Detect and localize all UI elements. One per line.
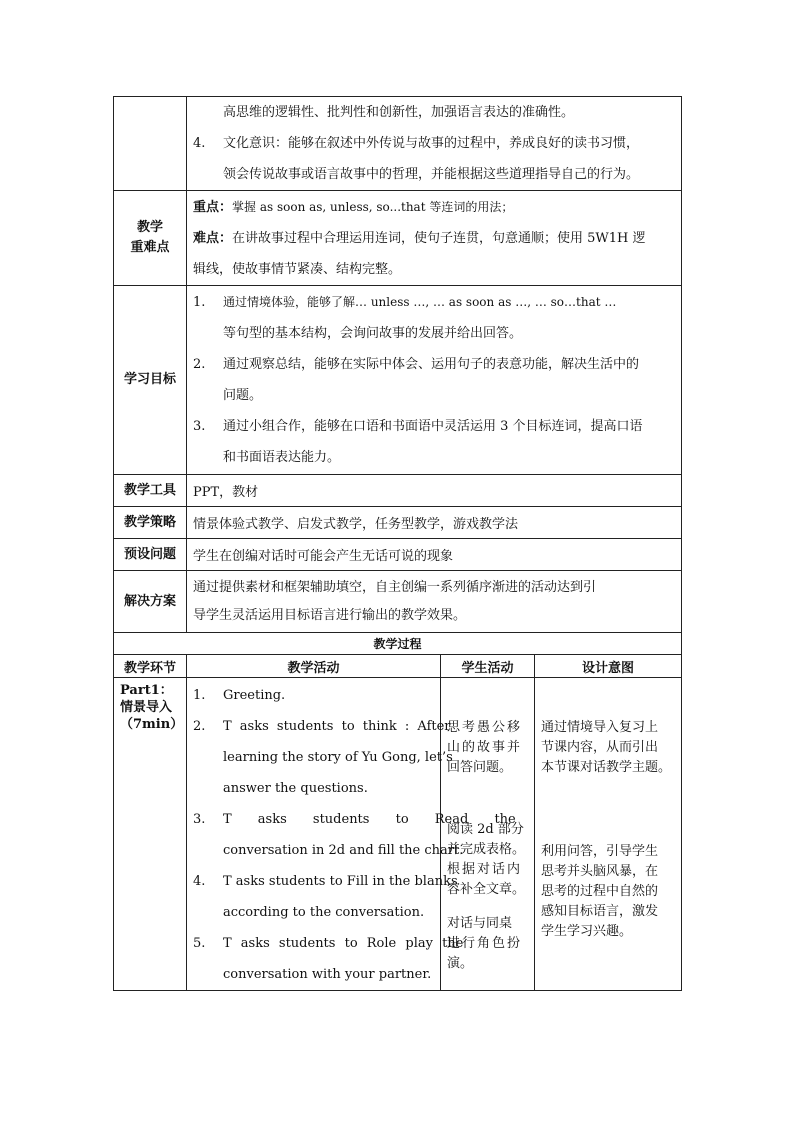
objective-line: 问题。 [223,388,263,403]
part1-label [114,678,187,991]
header-student: 学生活动 [441,655,535,678]
activity-text: according to the conversation. [223,905,425,920]
goal-number: 4. [193,136,206,151]
header-stage: 教学环节 [114,655,187,678]
activity-number: 5. [193,936,206,951]
goals-continued-cell [187,97,682,191]
problem-value: 学生在创编对话时可能会产生无话可说的现象 [187,539,682,571]
student-activity-line: 根据对话内 [447,862,523,877]
strategy-value: 情景体验式教学、启发式教学，任务型教学，游戏教学法 [187,507,682,539]
solution-label: 解决方案 [114,571,187,633]
empty-label-cell [114,97,187,191]
intent-line: 思考的过程中自然的 [541,884,659,899]
problem-row [114,539,682,571]
activity-text: T asks students to Fill in the blanks [223,874,458,889]
process-title: 教学过程 [114,633,682,655]
activity-text: T asks students to think : After [223,719,451,734]
difficulty-tag: 难点： [193,230,233,246]
activity-text: Greeting. [223,688,286,703]
strategy-row [114,507,682,539]
tools-label: 教学工具 [114,475,187,507]
focus-text: 掌握 as soon as, unless, so...that 等连词的用法； [232,199,514,214]
student-activity-line: 演。 [447,956,474,971]
header-intent: 设计意图 [535,655,682,678]
process-header-row [114,655,682,678]
activity-text: T asks students to Role play the [223,936,464,951]
activity-number: 2. [193,719,206,734]
goals-continued-row [114,97,682,191]
activity-number: 1. [193,688,206,703]
key-points-cell [187,191,682,286]
part-label-line: Part1： [120,683,173,698]
intent-line: 感知目标语言，激发 [541,904,659,919]
activity-text: learning the story of Yu Gong, let’s [223,750,453,765]
activity-text: conversation in 2d and fill the chart. [223,843,464,858]
difficulty-text: 辑线，使故事情节紧凑、结构完整。 [193,261,402,277]
label-line: 教学 [136,220,163,235]
tools-value: PPT，教材 [187,475,682,507]
goal-line: 高思维的逻辑性、批判性和创新性，加强语言表达的准确性。 [223,105,575,120]
solution-row [114,571,682,633]
activity-number: 4. [193,874,206,889]
process-title-row [114,633,682,655]
solution-line: 通过提供素材和框架辅助填空，自主创编一系列循序渐进的活动达到引 [193,579,597,595]
intent-line: 利用问答，引导学生 [541,844,659,859]
objective-line: 通过小组合作，能够在口语和书面语中灵活运用 3 个目标连词，提高口语 [223,419,643,434]
student-activity-line: 阅读 2d 部分 [447,822,524,837]
tools-row [114,475,682,507]
intent-line: 通过情境导入复习上 [541,720,659,735]
objective-line: 通过情境体验，能够了解… unless …, … as soon as …, … so…that … [223,295,617,309]
objective-number: 2. [193,357,206,372]
strategy-label: 教学策略 [114,507,187,539]
activity-text: T asks students to Read the [223,812,516,827]
student-activity-cell [441,678,535,991]
student-activity-line: 对话与同桌 [447,916,513,931]
student-activity-line: 山的故事并 [447,740,523,755]
activity-number: 3. [193,812,206,827]
solution-line: 导学生灵活运用目标语言进行输出的教学效果。 [193,607,467,623]
student-activity-line: 思考愚公移 [447,720,523,735]
student-activity-line: 容补全文章。 [447,882,526,897]
header-activity: 教学活动 [187,655,441,678]
key-points-row [114,191,682,286]
objectives-label: 学习目标 [114,286,187,475]
objective-number: 3. [193,419,206,434]
part1-row [114,678,682,991]
intent-line: 学生学习兴趣。 [541,924,633,939]
focus-tag: 重点： [193,199,233,215]
intent-line: 思考并头脑风暴，在 [541,864,659,879]
student-activity-line: 并完成表格。 [447,842,526,857]
intent-line: 节课内容，从而引出 [541,740,659,755]
objective-line: 通过观察总结，能够在实际中体会、运用句子的表意功能，解决生活中的 [223,357,640,372]
difficulty-text: 在讲故事过程中合理运用连词，使句子连贯，句意通顺；使用 5W1H 逻 [232,230,646,246]
part-label-line: 情景导入 [120,700,173,715]
objective-line: 和书面语表达能力。 [223,450,341,465]
solution-cell [187,571,682,633]
label-line: 重难点 [130,240,170,255]
objective-number: 1. [193,295,206,310]
key-points-label [114,191,187,286]
objective-line: 等句型的基本结构，会询问故事的发展并给出回答。 [223,326,523,341]
problem-label: 预设问题 [114,539,187,571]
design-intent-cell [535,678,682,991]
student-activity-line: 进行角色扮 [447,936,523,951]
part-label-line: （7min） [120,717,184,732]
activity-text: answer the questions. [223,781,368,796]
student-activity-line: 回答问题。 [447,760,513,775]
goal-line: 领会传说故事或语言故事中的哲理，并能根据这些道理指导自己的行为。 [223,167,640,182]
lesson-plan-table [113,96,682,991]
objectives-row [114,286,682,475]
intent-line: 本节课对话教学主题。 [541,760,672,775]
objectives-cell [187,286,682,475]
activity-text: conversation with your partner. [223,967,432,982]
goal-line: 文化意识：能够在叙述中外传说与故事的过程中，养成良好的读书习惯， [223,136,640,151]
